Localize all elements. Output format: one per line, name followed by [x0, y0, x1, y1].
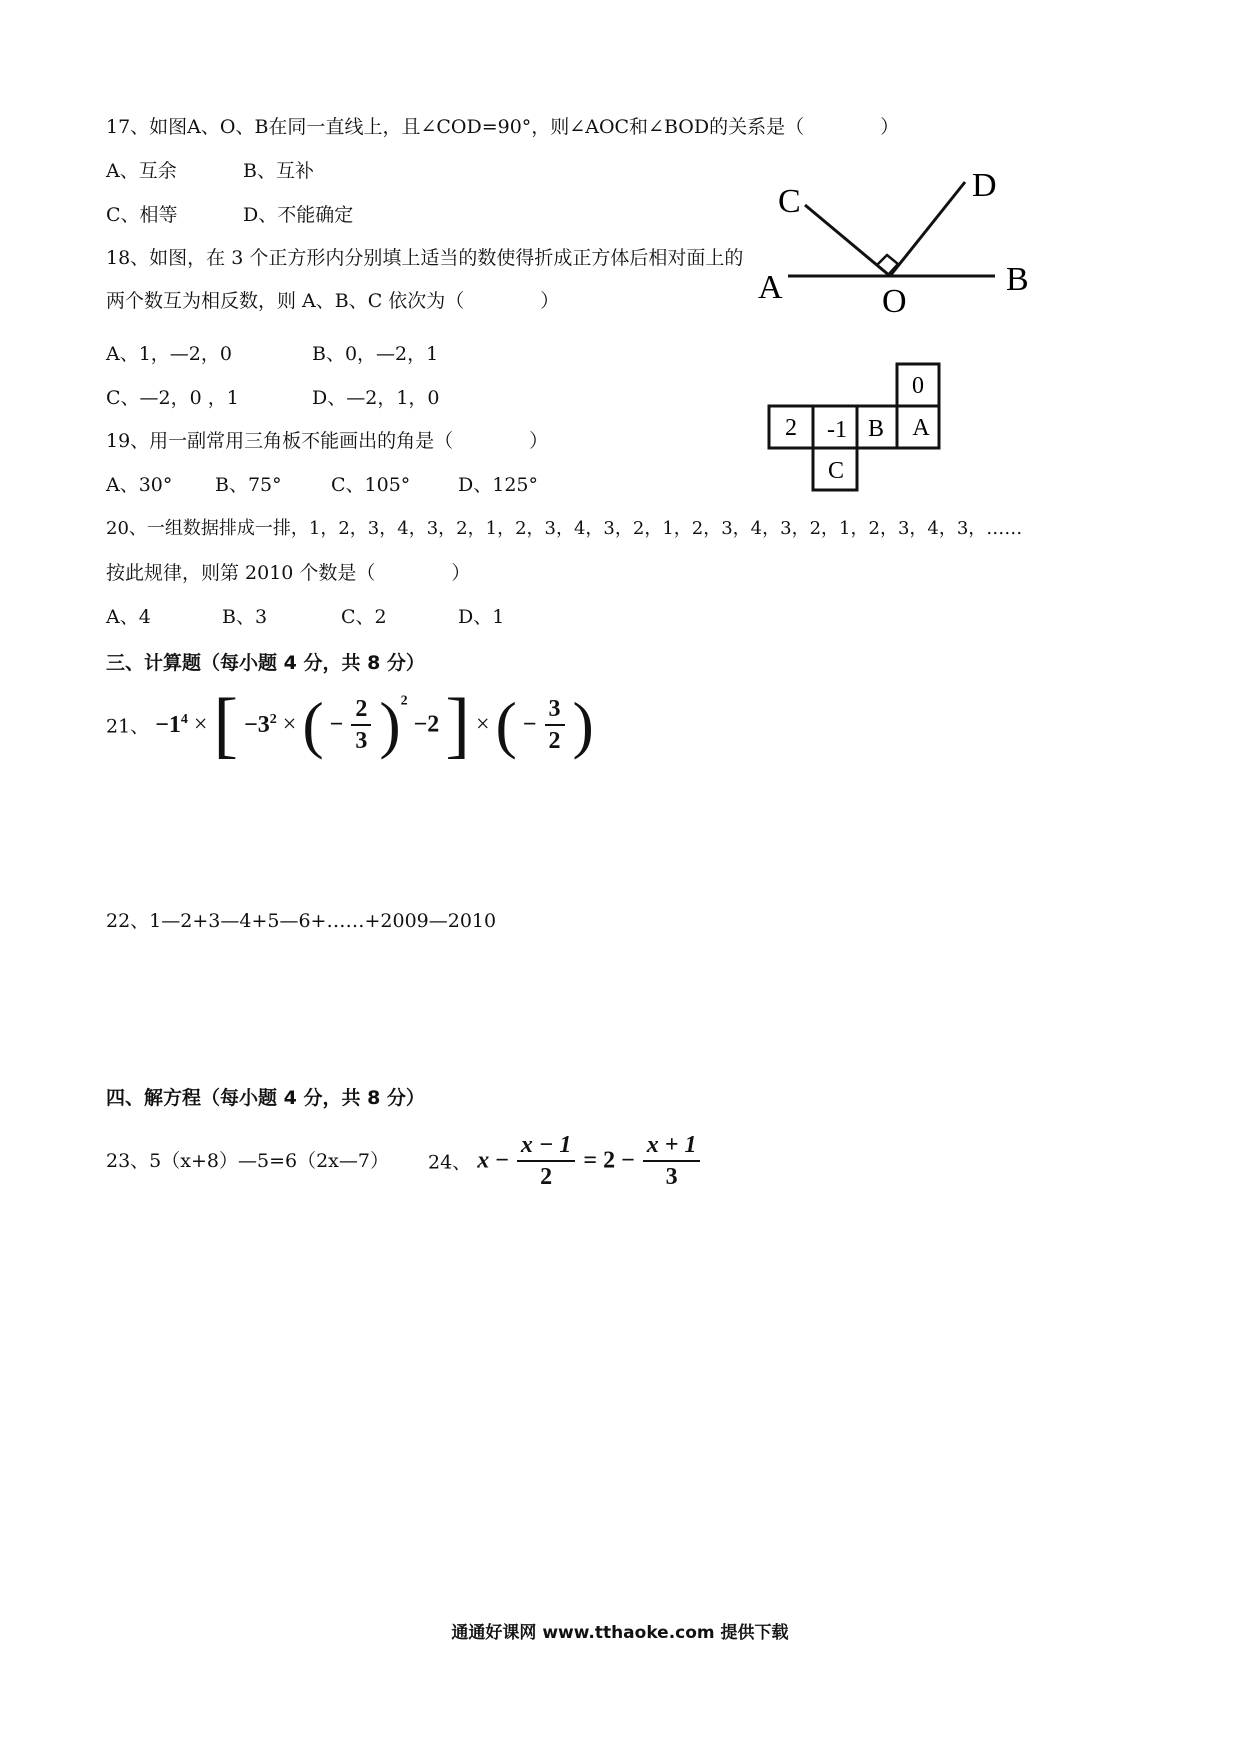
q24-fraction1 [517, 1130, 576, 1192]
q24-fraction2 [643, 1130, 701, 1192]
q24-x: x [477, 1147, 490, 1174]
q19-option-a: A、30° [106, 474, 173, 496]
q20-option-b: B、3 [222, 606, 268, 628]
net-cell-top: 0 [912, 373, 924, 399]
net-cell-2: -1 [827, 417, 847, 443]
q21-exp1: 4 [180, 711, 188, 727]
q24-label: 24、 [428, 1151, 472, 1174]
q21-fraction2 [545, 694, 565, 756]
net-cell-a: A [912, 415, 930, 441]
q19-option-c: C、105° [331, 474, 411, 496]
q24-formula [428, 1130, 702, 1192]
q18-option-b: B、0，—2，1 [312, 343, 439, 365]
q21-open-paren2: ( [495, 689, 517, 760]
q17-stem: 17、如图A、O、B在同一直线上，且∠COD=90°，则∠AOC和∠BOD的关系是（ ） [106, 116, 900, 138]
q21-fraction1 [351, 694, 371, 756]
q19-stem: 19、用一副常用三角板不能画出的角是（ ） [106, 430, 549, 452]
angle-label-d: D [972, 167, 997, 204]
net-cell-1: 2 [785, 415, 797, 441]
q21-minus1: − [329, 711, 344, 738]
q19-option-b: B、75° [215, 474, 282, 496]
q21-exp3: 2 [400, 693, 408, 709]
angle-label-a: A [758, 269, 783, 306]
q21-frac1-num: 2 [351, 694, 371, 726]
q20-stem-line1: 20、一组数据排成一排，1，2，3，4，3，2，1，2，3，4，3，2，1，2，3，4，3，2，1，2，3，4，3，…… [106, 518, 1023, 539]
q18-option-a: A、1，—2，0 [106, 343, 232, 365]
q21-close-paren2: ) [572, 689, 594, 760]
q24-minus2: − [621, 1147, 635, 1174]
q18-option-c: C、—2，0 ，1 [106, 387, 239, 409]
q24-frac1-den: 2 [540, 1164, 553, 1190]
q20-stem-line2: 按此规律，则第 2010 个数是（ ） [106, 562, 471, 584]
q23-text: 23、5（x+8）—5=6（2x—7） [106, 1150, 389, 1172]
q21-term2: −3 [244, 711, 270, 738]
q24-frac1-num: x − 1 [517, 1130, 576, 1162]
angle-label-b: B [1006, 261, 1029, 298]
q21-frac2-num: 3 [545, 694, 565, 726]
q21-times2: × [282, 711, 297, 738]
section-3-title: 三、计算题（每小题 4 分，共 8 分） [106, 652, 425, 674]
q24-frac2-num: x + 1 [643, 1130, 701, 1162]
q21-close-bracket: ] [445, 684, 470, 766]
q21-frac2-den: 2 [548, 728, 561, 754]
q21-label: 21、 [106, 715, 150, 738]
net-cell-c: C [827, 458, 845, 484]
q21-formula [106, 684, 594, 770]
q22-text: 22、1—2+3—4+5—6+……+2009—2010 [106, 910, 497, 932]
q21-frac1-den: 3 [355, 728, 368, 754]
q18-option-d: D、—2，1，0 [312, 387, 440, 409]
section-4-title: 四、解方程（每小题 4 分，共 8 分） [106, 1087, 425, 1109]
q17-option-b: B、互补 [243, 160, 314, 182]
q24-equals: = 2 [583, 1147, 616, 1174]
q21-times1: × [193, 711, 208, 738]
q21-times3: × [475, 711, 490, 738]
q20-option-d: D、1 [458, 606, 505, 628]
q18-stem-line2: 两个数互为相反数，则 A、B、C 依次为（ ） [106, 290, 560, 312]
q21-minus-two: −2 [413, 711, 440, 738]
q21-term1: −1 [155, 711, 181, 738]
q24-minus: − [495, 1147, 509, 1174]
angle-figure [750, 160, 1050, 330]
cube-net-figure [765, 360, 950, 495]
q18-stem-line1: 18、如图，在 3 个正方形内分别填上适当的数使得折成正方体后相对面上的 [106, 247, 744, 269]
q17-option-c: C、相等 [106, 204, 178, 226]
q17-option-d: D、不能确定 [243, 204, 354, 226]
q20-option-c: C、2 [341, 606, 387, 628]
q20-option-a: A、4 [106, 606, 151, 628]
angle-label-c: C [778, 183, 801, 220]
net-cell-b: B [867, 416, 885, 442]
angle-label-o: O [882, 283, 907, 320]
q21-minus2: − [522, 711, 537, 738]
q21-exp2: 2 [269, 711, 277, 727]
q17-option-a: A、互余 [106, 160, 177, 182]
q19-option-d: D、125° [458, 474, 538, 496]
q21-open-bracket: [ [213, 684, 239, 766]
q24-frac2-den: 3 [665, 1164, 678, 1190]
q21-close-paren1: ) [379, 689, 401, 760]
page-footer: 通通好课网 www.tthaoke.com 提供下载 [451, 1623, 789, 1643]
q21-open-paren1: ( [302, 689, 324, 760]
